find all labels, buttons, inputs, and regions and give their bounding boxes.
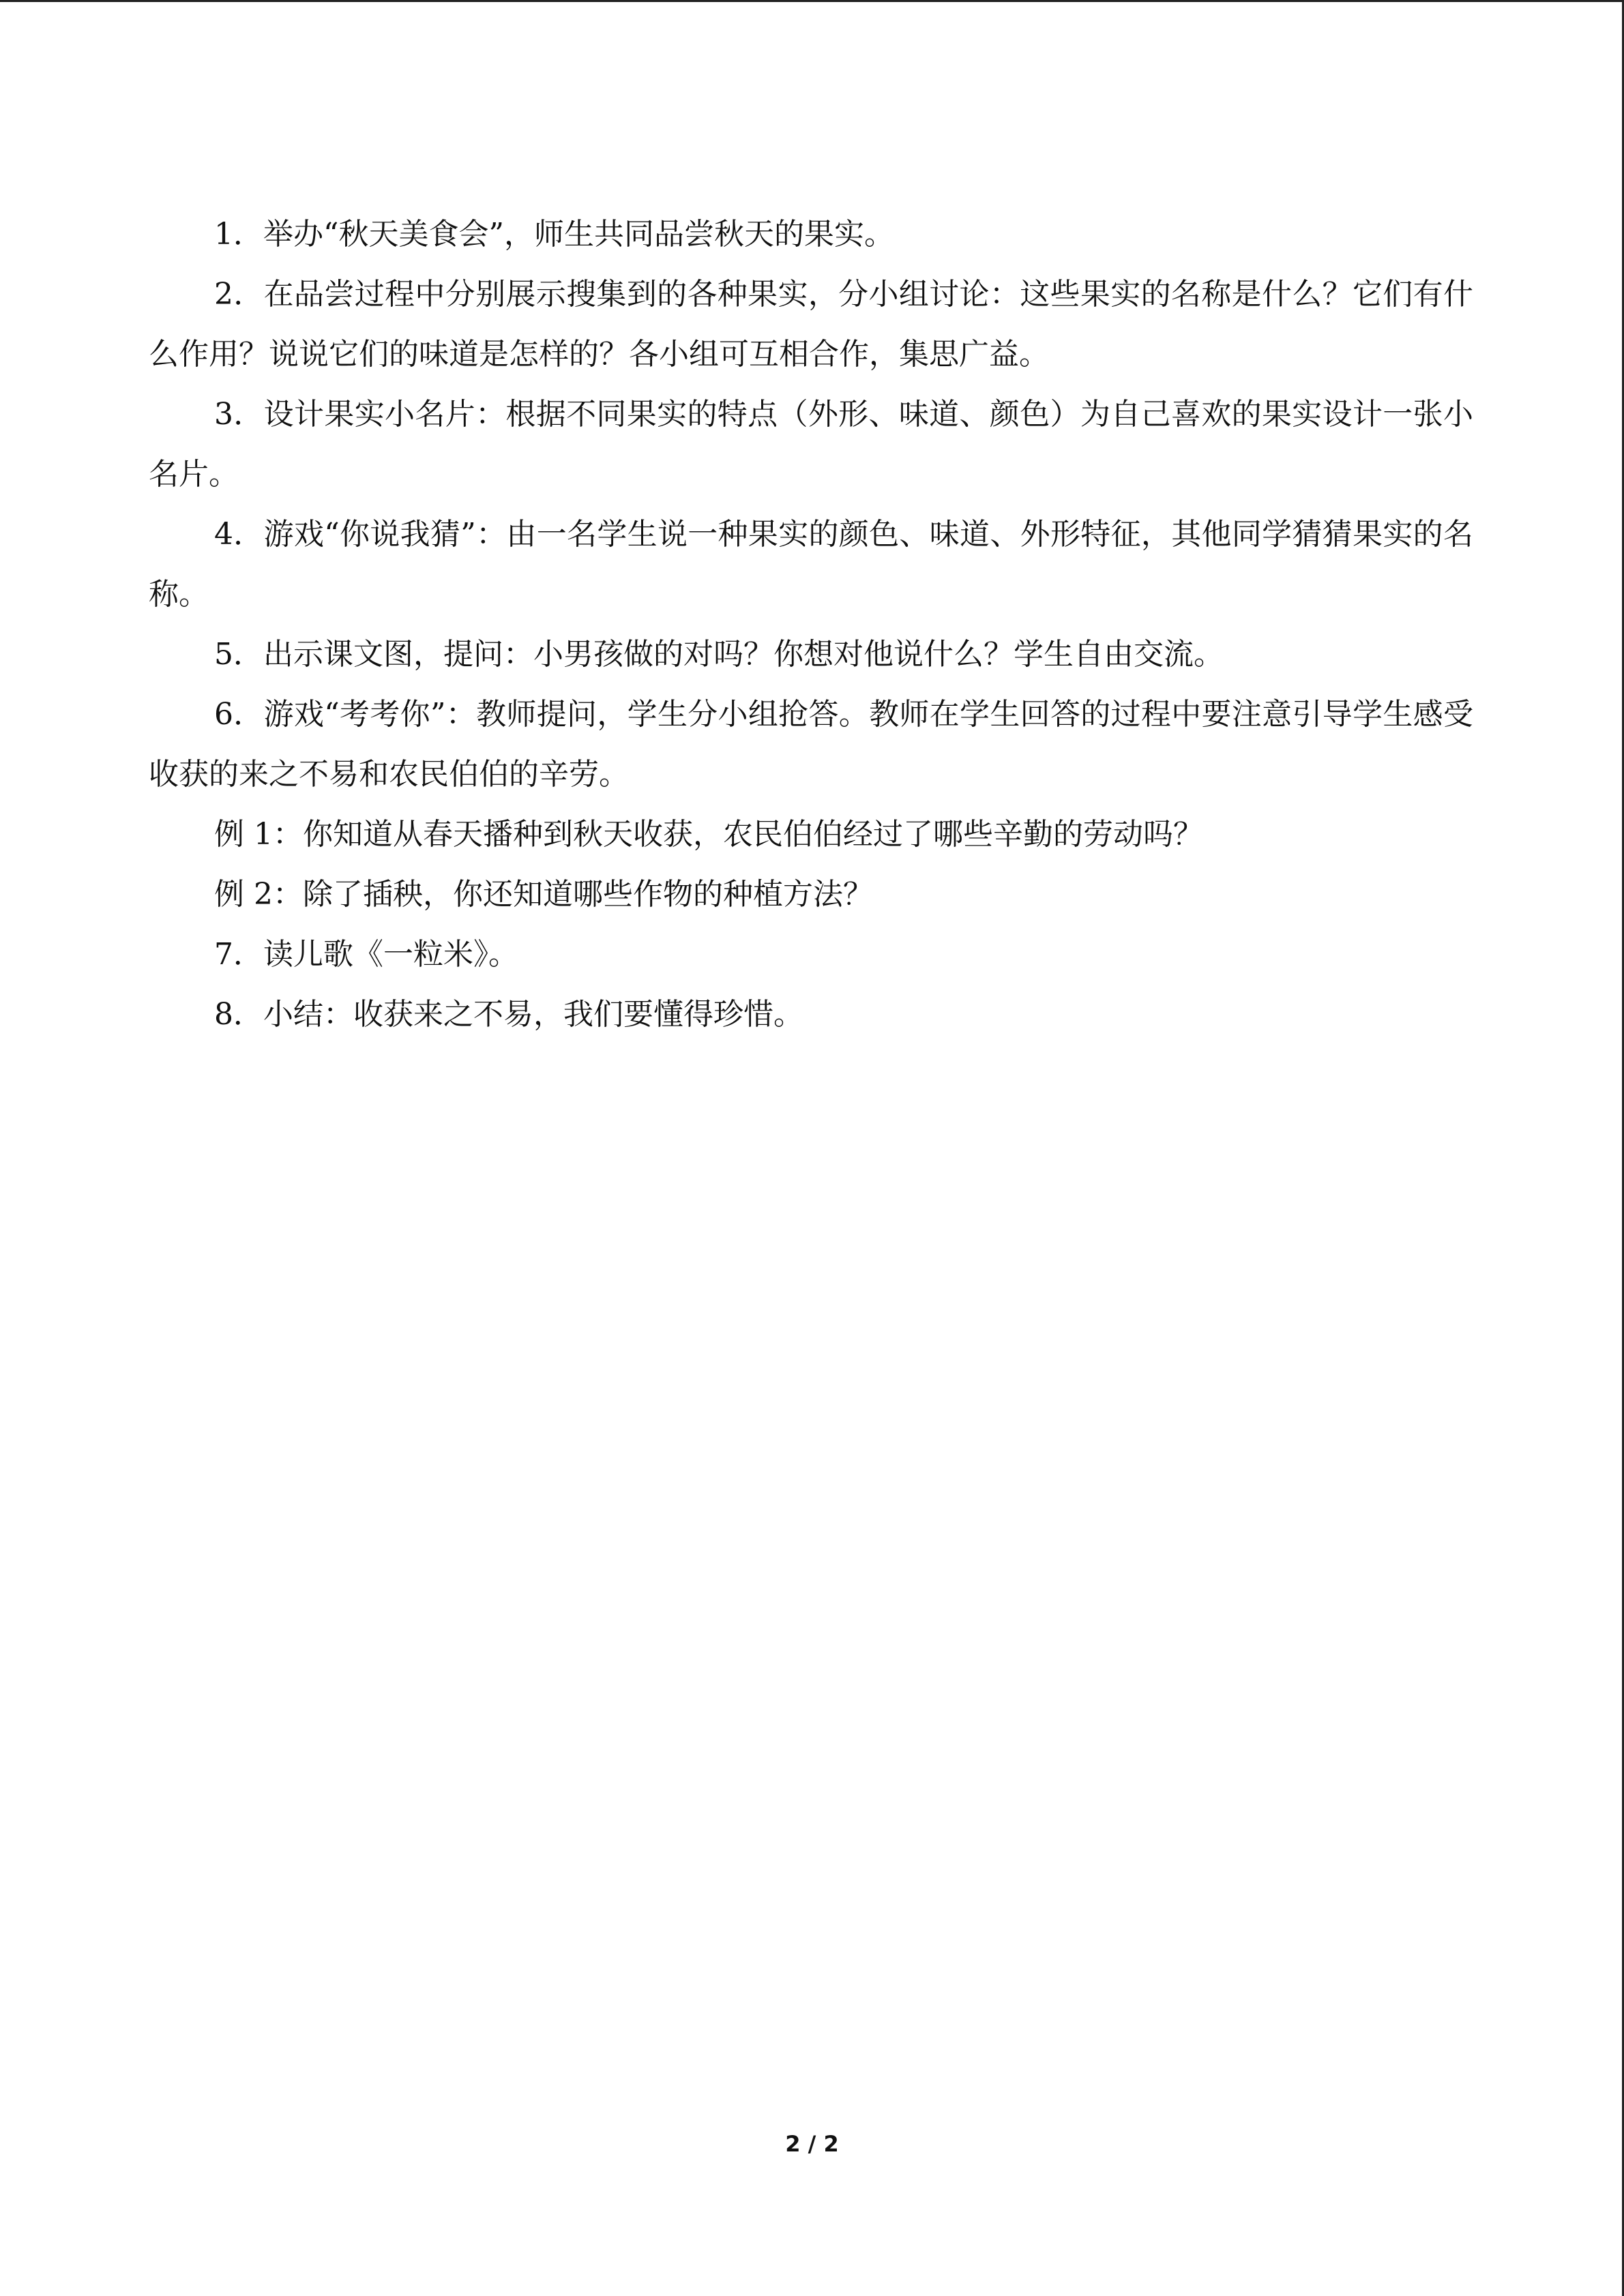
paragraph-8: 8．小结：收获来之不易，我们要懂得珍惜。 bbox=[214, 997, 803, 1032]
example-2: 例 2：除了插秧，你还知道哪些作物的种植方法？ bbox=[214, 877, 873, 912]
document-body bbox=[149, 205, 1473, 1045]
paragraph-2: 2．在品尝过程中分别展示搜集到的各种果实，分小组讨论：这些果实的名称是什么？它们有什么作用？说说它们的味道是怎样的？各小组可互相合作，集思广益。 bbox=[149, 277, 1473, 372]
paragraph-7: 7．读儿歌《一粒米》。 bbox=[214, 937, 518, 972]
paragraph-6: 6．游戏“考考你”：教师提问，学生分小组抢答。教师在学生回答的过程中要注意引导学生感受收获的来之不易和农民伯伯的辛劳。 bbox=[149, 697, 1473, 792]
paragraph-1: 1．举办“秋天美食会”，师生共同品尝秋天的果实。 bbox=[214, 217, 894, 252]
page-number: 2 / 2 bbox=[785, 2131, 839, 2157]
paragraph-4: 4．游戏“你说我猜”：由一名学生说一种果实的颜色、味道、外形特征，其他同学猜猜果实的名称。 bbox=[149, 517, 1473, 612]
example-1: 例 1：你知道从春天播种到秋天收获，农民伯伯经过了哪些辛勤的劳动吗？ bbox=[214, 817, 1203, 852]
paragraph-5: 5．出示课文图，提问：小男孩做的对吗？你想对他说什么？学生自由交流。 bbox=[214, 637, 1224, 672]
paragraph-3: 3．设计果实小名片：根据不同果实的特点（外形、味道、颜色）为自己喜欢的果实设计一张小名片。 bbox=[149, 397, 1473, 492]
